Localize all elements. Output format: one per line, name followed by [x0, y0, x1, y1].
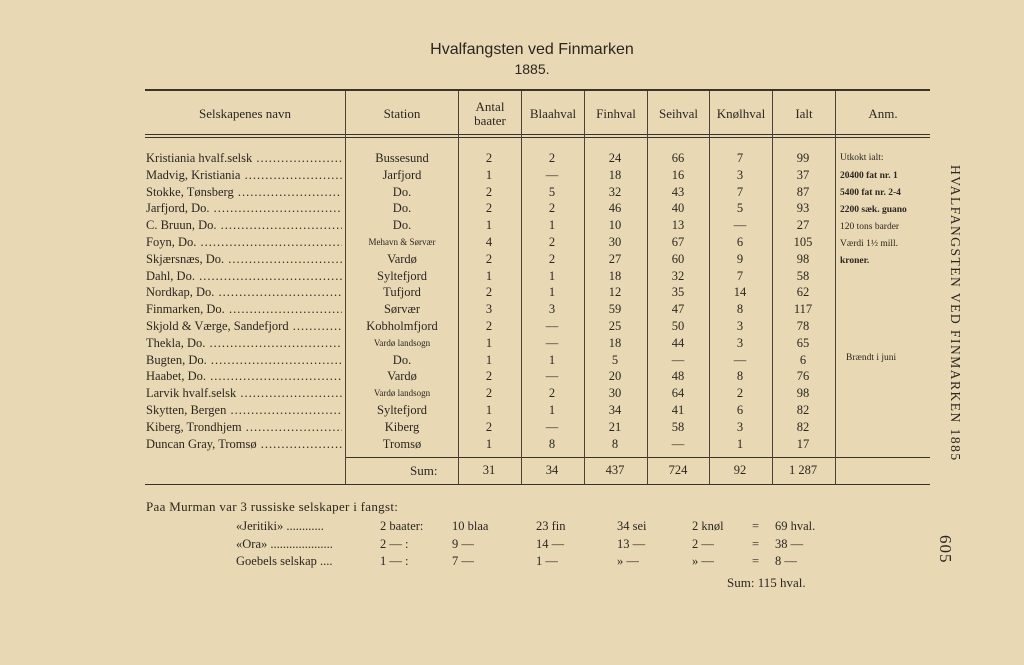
cell-sei: 41: [671, 403, 685, 417]
company-name: Madvig, Kristiania .....: [146, 167, 342, 183]
murman-boats: 2 baater:: [380, 519, 424, 533]
cell-blaa: 2: [548, 251, 556, 266]
header-name: Selskapenes navn: [198, 106, 292, 121]
table-row: [0, 335, 1024, 351]
header-boats: [459, 94, 521, 134]
sum-finhval: 437: [605, 463, 625, 477]
cell-boats: 2: [485, 184, 493, 199]
murman-company: «Ora» ....................: [236, 536, 333, 551]
cell-sei: 50: [671, 319, 685, 333]
cell-fin: 21: [608, 419, 622, 434]
cell-boats: 2: [485, 151, 493, 165]
cell-ialt: 78: [796, 319, 810, 333]
station: Do.: [392, 184, 412, 199]
cell-ialt: 93: [796, 201, 810, 216]
company-name: Kristiania hvalf.selsk .....: [146, 150, 342, 166]
station: Vardø landsogn: [373, 388, 431, 399]
header-bottom-rule-2: [145, 137, 930, 138]
cell-blaa: 1: [548, 218, 556, 233]
cell-boats: 2: [485, 386, 493, 401]
table-row: [0, 251, 1024, 267]
company-name: Skytten, Bergen .....: [146, 402, 342, 418]
cell-sei: 35: [671, 285, 685, 300]
cell-ialt: 65: [796, 335, 810, 350]
table-row: [0, 284, 1024, 300]
company-name: Nordkap, Do. .....: [146, 284, 342, 300]
murman-sei: 13 —: [617, 536, 646, 551]
cell-sei: 47: [671, 302, 685, 317]
page-number: 605: [936, 535, 955, 564]
cell-knol: 3: [736, 419, 744, 434]
cell-knol: 7: [736, 184, 744, 199]
header-anm: Anm.: [868, 106, 898, 121]
table-row: [0, 385, 1024, 401]
cell-fin: 24: [608, 151, 622, 165]
note-line: 20400 fat nr. 1: [840, 171, 898, 181]
murman-eq: =: [752, 536, 760, 551]
cell-fin: 27: [608, 251, 622, 266]
cell-knol: 5: [736, 201, 744, 216]
table-row: [0, 368, 1024, 384]
cell-knol: 7: [736, 151, 744, 165]
cell-fin: 18: [608, 167, 622, 182]
sum-ialt: 1 287: [788, 463, 818, 477]
station: Kiberg: [384, 419, 420, 434]
murman-total: 69 hval.: [775, 519, 816, 533]
cell-boats: 2: [485, 201, 493, 216]
table-bottom-rule: [145, 484, 930, 485]
company-name: Jarfjord, Do. .....: [146, 200, 342, 216]
cell-ialt: 82: [796, 403, 810, 417]
company-name: C. Bruun, Do. .....: [146, 217, 342, 233]
cell-blaa: —: [545, 419, 559, 434]
cell-fin: 5: [611, 352, 619, 367]
murman-row: [0, 536, 1024, 553]
station: Do.: [392, 218, 412, 233]
cell-blaa: —: [545, 319, 559, 333]
sum-top-rule: [345, 457, 930, 458]
cell-sei: 44: [671, 335, 685, 350]
table-row: [0, 268, 1024, 284]
table-row: [0, 301, 1024, 317]
cell-boats: 2: [485, 285, 493, 300]
sum-boats: 31: [482, 463, 496, 477]
cell-boats: 2: [485, 319, 493, 333]
murman-fin: 1 —: [536, 554, 558, 568]
cell-ialt: 17: [796, 436, 810, 451]
header-station: Station: [383, 106, 421, 121]
station: Mehavn & Sørvær: [368, 237, 436, 247]
cell-knol: 7: [736, 268, 744, 283]
header-boats-line2: baater: [474, 113, 506, 128]
cell-blaa: 2: [548, 386, 556, 401]
murman-total: 38 —: [775, 536, 804, 551]
cell-boats: 1: [485, 268, 493, 283]
murman-eq: =: [752, 554, 760, 568]
cell-sei: 67: [671, 235, 685, 249]
cell-ialt: 58: [796, 268, 810, 283]
cell-blaa: 1: [548, 285, 556, 300]
header-knolhval: Knølhval: [716, 106, 766, 121]
murman-company: «Jeritiki» ............: [236, 519, 324, 533]
table-top-rule: [145, 89, 930, 91]
company-name: Finmarken, Do. .....: [146, 301, 342, 317]
company-name: Skjærsnæs, Do. .....: [146, 251, 342, 267]
cell-knol: 1: [736, 436, 744, 451]
cell-boats: 1: [485, 218, 493, 233]
station: Vardø: [387, 369, 417, 384]
running-head: HVALFANGSTEN VED FINMARKEN 1885: [948, 165, 963, 462]
header-finhval: Finhval: [596, 106, 636, 121]
murman-blaa: 10 blaa: [452, 519, 489, 533]
murman-fin: 23 fin: [536, 519, 566, 533]
station: Do.: [392, 201, 412, 216]
cell-fin: 30: [608, 235, 622, 249]
sum-label: Sum:: [410, 463, 438, 478]
cell-boats: 2: [485, 251, 493, 266]
cell-ialt: 105: [793, 235, 813, 249]
cell-knol: —: [733, 352, 747, 367]
station: Tromsø: [382, 436, 422, 451]
cell-boats: 1: [485, 335, 493, 350]
cell-knol: 8: [736, 302, 744, 317]
note-line: 2200 sæk. guano: [840, 205, 907, 215]
murman-sei: » —: [617, 554, 639, 568]
murman-total: 8 —: [775, 554, 797, 568]
cell-blaa: 1: [548, 268, 556, 283]
note-line: Værdi 1½ mill.: [840, 239, 899, 249]
cell-knol: 6: [736, 403, 744, 417]
murman-row: [0, 518, 1024, 535]
cell-boats: 3: [485, 302, 493, 317]
cell-blaa: —: [545, 167, 559, 182]
cell-blaa: 2: [548, 235, 556, 249]
cell-sei: 64: [671, 386, 685, 401]
cell-knol: 3: [736, 335, 744, 350]
cell-blaa: 2: [548, 151, 556, 165]
table-row: [0, 402, 1024, 418]
company-name: Haabet, Do. .....: [146, 368, 342, 384]
cell-boats: 1: [485, 167, 493, 182]
cell-knol: 2: [736, 386, 744, 401]
cell-ialt: 98: [796, 251, 810, 266]
murman-boats: 1 — :: [380, 554, 409, 568]
cell-boats: 1: [485, 352, 493, 367]
cell-sei: 58: [671, 419, 685, 434]
cell-fin: 10: [608, 218, 622, 233]
company-name: Bugten, Do. .....: [146, 352, 342, 368]
cell-blaa: 3: [548, 302, 556, 317]
cell-blaa: 1: [548, 352, 556, 367]
murman-knol: 2 knøl: [692, 519, 724, 533]
cell-blaa: 8: [548, 436, 556, 451]
cell-ialt: 99: [796, 151, 810, 165]
cell-blaa: 5: [548, 184, 556, 199]
company-name: Larvik hvalf.selsk .....: [146, 385, 342, 401]
sum-blaahval: 34: [545, 463, 559, 477]
header-seihval: Seihval: [659, 106, 698, 121]
company-name: Dahl, Do. .....: [146, 268, 342, 284]
murman-sum: Sum: 115 hval.: [727, 575, 806, 590]
station: Jarfjord: [382, 167, 422, 182]
page-title: Hvalfangsten ved Finmarken: [430, 41, 634, 58]
cell-boats: 4: [485, 235, 493, 249]
murman-title: Paa Murman var 3 russiske selskaper i fangst:: [146, 499, 399, 514]
cell-knol: 3: [736, 167, 744, 182]
murman-blaa: 9 —: [452, 536, 474, 551]
table-row: [0, 318, 1024, 334]
station: Kobholmfjord: [366, 319, 438, 333]
murman-sei: 34 sei: [617, 519, 647, 533]
station: Syltefjord: [377, 268, 427, 283]
cell-fin: 59: [608, 302, 622, 317]
table-row: [0, 436, 1024, 452]
station: Bussesund: [375, 151, 429, 165]
cell-knol: 14: [733, 285, 747, 300]
cell-fin: 18: [608, 268, 622, 283]
station: Tufjord: [383, 285, 421, 300]
company-name: Stokke, Tønsberg .....: [146, 184, 342, 200]
cell-knol: —: [733, 218, 747, 233]
cell-ialt: 98: [796, 386, 810, 401]
header-boats-line1: Antal: [475, 99, 505, 114]
cell-ialt: 82: [796, 419, 810, 434]
cell-blaa: —: [545, 335, 559, 350]
cell-boats: 2: [485, 419, 493, 434]
cell-fin: 12: [608, 285, 622, 300]
cell-blaa: 2: [548, 201, 556, 216]
cell-fin: 18: [608, 335, 622, 350]
cell-blaa: 1: [548, 403, 556, 417]
table-row: [0, 419, 1024, 435]
station: Syltefjord: [377, 403, 427, 417]
cell-boats: 2: [485, 369, 493, 384]
cell-sei: 43: [671, 184, 685, 199]
murman-boats: 2 — :: [380, 536, 409, 551]
cell-ialt: 76: [796, 369, 810, 384]
murman-eq: =: [752, 519, 760, 533]
cell-knol: 9: [736, 251, 744, 266]
murman-blaa: 7 —: [452, 554, 474, 568]
station: Sørvær: [383, 302, 421, 317]
murman-knol: » —: [692, 554, 714, 568]
cell-fin: 30: [608, 386, 622, 401]
cell-fin: 25: [608, 319, 622, 333]
cell-sei: 60: [671, 251, 685, 266]
cell-sei: 40: [671, 201, 685, 216]
note-line: Utkokt ialt:: [840, 153, 884, 163]
cell-ialt: 27: [796, 218, 810, 233]
cell-knol: 8: [736, 369, 744, 384]
cell-sei: 32: [671, 268, 685, 283]
murman-row: [0, 553, 1024, 570]
cell-ialt: 87: [796, 184, 810, 199]
cell-sei: 66: [671, 151, 685, 165]
station: Vardø: [387, 251, 417, 266]
cell-sei: 13: [671, 218, 685, 233]
company-name: Foyn, Do. .....: [146, 234, 342, 250]
company-name: Skjold & Værge, Sandefjord .....: [146, 318, 342, 334]
cell-blaa: —: [545, 369, 559, 384]
cell-sei: 48: [671, 369, 685, 384]
station: Do.: [392, 352, 412, 367]
company-name: Thekla, Do. .....: [146, 335, 342, 351]
note-line: kroner.: [840, 256, 870, 266]
cell-fin: 8: [611, 436, 619, 451]
cell-fin: 20: [608, 369, 622, 384]
cell-sei: —: [671, 352, 685, 367]
company-name: Duncan Gray, Tromsø .....: [146, 436, 342, 452]
murman-knol: 2 —: [692, 536, 714, 551]
cell-ialt: 6: [799, 352, 807, 367]
cell-knol: 3: [736, 319, 744, 333]
cell-sei: —: [671, 436, 685, 451]
cell-fin: 46: [608, 201, 622, 216]
company-name: Kiberg, Trondhjem .....: [146, 419, 342, 435]
note-line: 120 tons barder: [840, 222, 900, 232]
cell-sei: 16: [671, 167, 685, 182]
note-line: 5400 fat nr. 2-4: [840, 188, 901, 198]
cell-fin: 32: [608, 184, 622, 199]
cell-ialt: 37: [796, 167, 810, 182]
cell-boats: 1: [485, 403, 493, 417]
murman-company: Goebels selskap ....: [236, 554, 333, 568]
cell-ialt: 62: [796, 285, 810, 300]
page-year: 1885.: [514, 61, 550, 77]
header-bottom-rule: [145, 134, 930, 135]
murman-fin: 14 —: [536, 536, 565, 551]
cell-knol: 6: [736, 235, 744, 249]
sum-knolhval: 92: [733, 463, 747, 477]
sum-seihval: 724: [668, 463, 688, 477]
cell-ialt: 117: [793, 302, 813, 317]
header-blaahval: Blaahval: [529, 106, 577, 121]
note-line: Brændt i juni: [846, 353, 897, 363]
cell-boats: 1: [485, 436, 493, 451]
header-ialt: Ialt: [795, 106, 813, 121]
cell-fin: 34: [608, 403, 622, 417]
station: Vardø landsogn: [373, 337, 431, 348]
